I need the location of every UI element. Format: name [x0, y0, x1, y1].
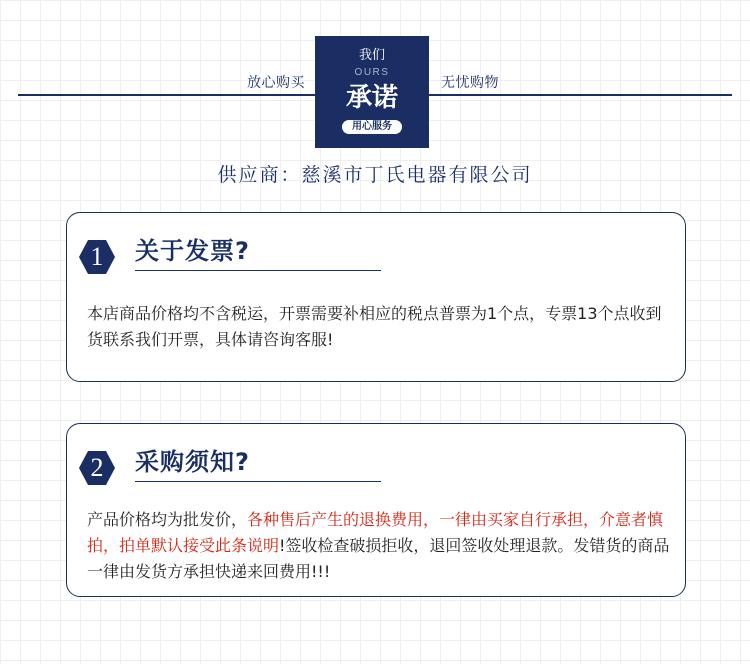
header-left-text: 放心购买	[247, 75, 305, 91]
body-highlight-text: 各种售后产生的退换费用，一律由买家自行承担，介意者慎拍，拍单默认接受此条说明	[87, 510, 664, 555]
badge-pill: 用心服务	[342, 120, 402, 134]
header-right-text: 无忧购物	[441, 75, 499, 91]
card-body	[87, 507, 671, 585]
purchase-notice-card	[66, 423, 686, 597]
body-text: 产品价格均为批发价，	[87, 510, 248, 529]
title-underline	[135, 270, 381, 271]
supplier-name: 供应商：慈溪市丁氏电器有限公司	[217, 164, 533, 186]
promise-badge	[315, 36, 429, 148]
card-title: 采购须知?	[135, 448, 250, 476]
badge-ours: OURS	[354, 67, 390, 78]
body-text: !签收检查破损拒收，退回签收处理退款。发错货的商品一律由发货方承担快递来回费用!!!	[87, 536, 670, 581]
card-number: 1	[90, 242, 104, 271]
title-underline	[135, 481, 381, 482]
number-hexagon-icon	[78, 238, 116, 276]
header-rule-left	[18, 94, 315, 96]
badge-main-title: 承诺	[345, 83, 398, 113]
badge-we: 我们	[358, 48, 385, 63]
card-title: 关于发票?	[135, 237, 250, 265]
card-number: 2	[90, 453, 104, 482]
invoice-card	[66, 212, 686, 382]
header-rule-right	[429, 94, 732, 96]
card-body: 本店商品价格均不含税运，开票需要补相应的税点普票为1个点，专票13个点收到货联系我们开票，具体请咨询客服!	[87, 304, 662, 349]
number-hexagon-icon	[78, 449, 116, 487]
